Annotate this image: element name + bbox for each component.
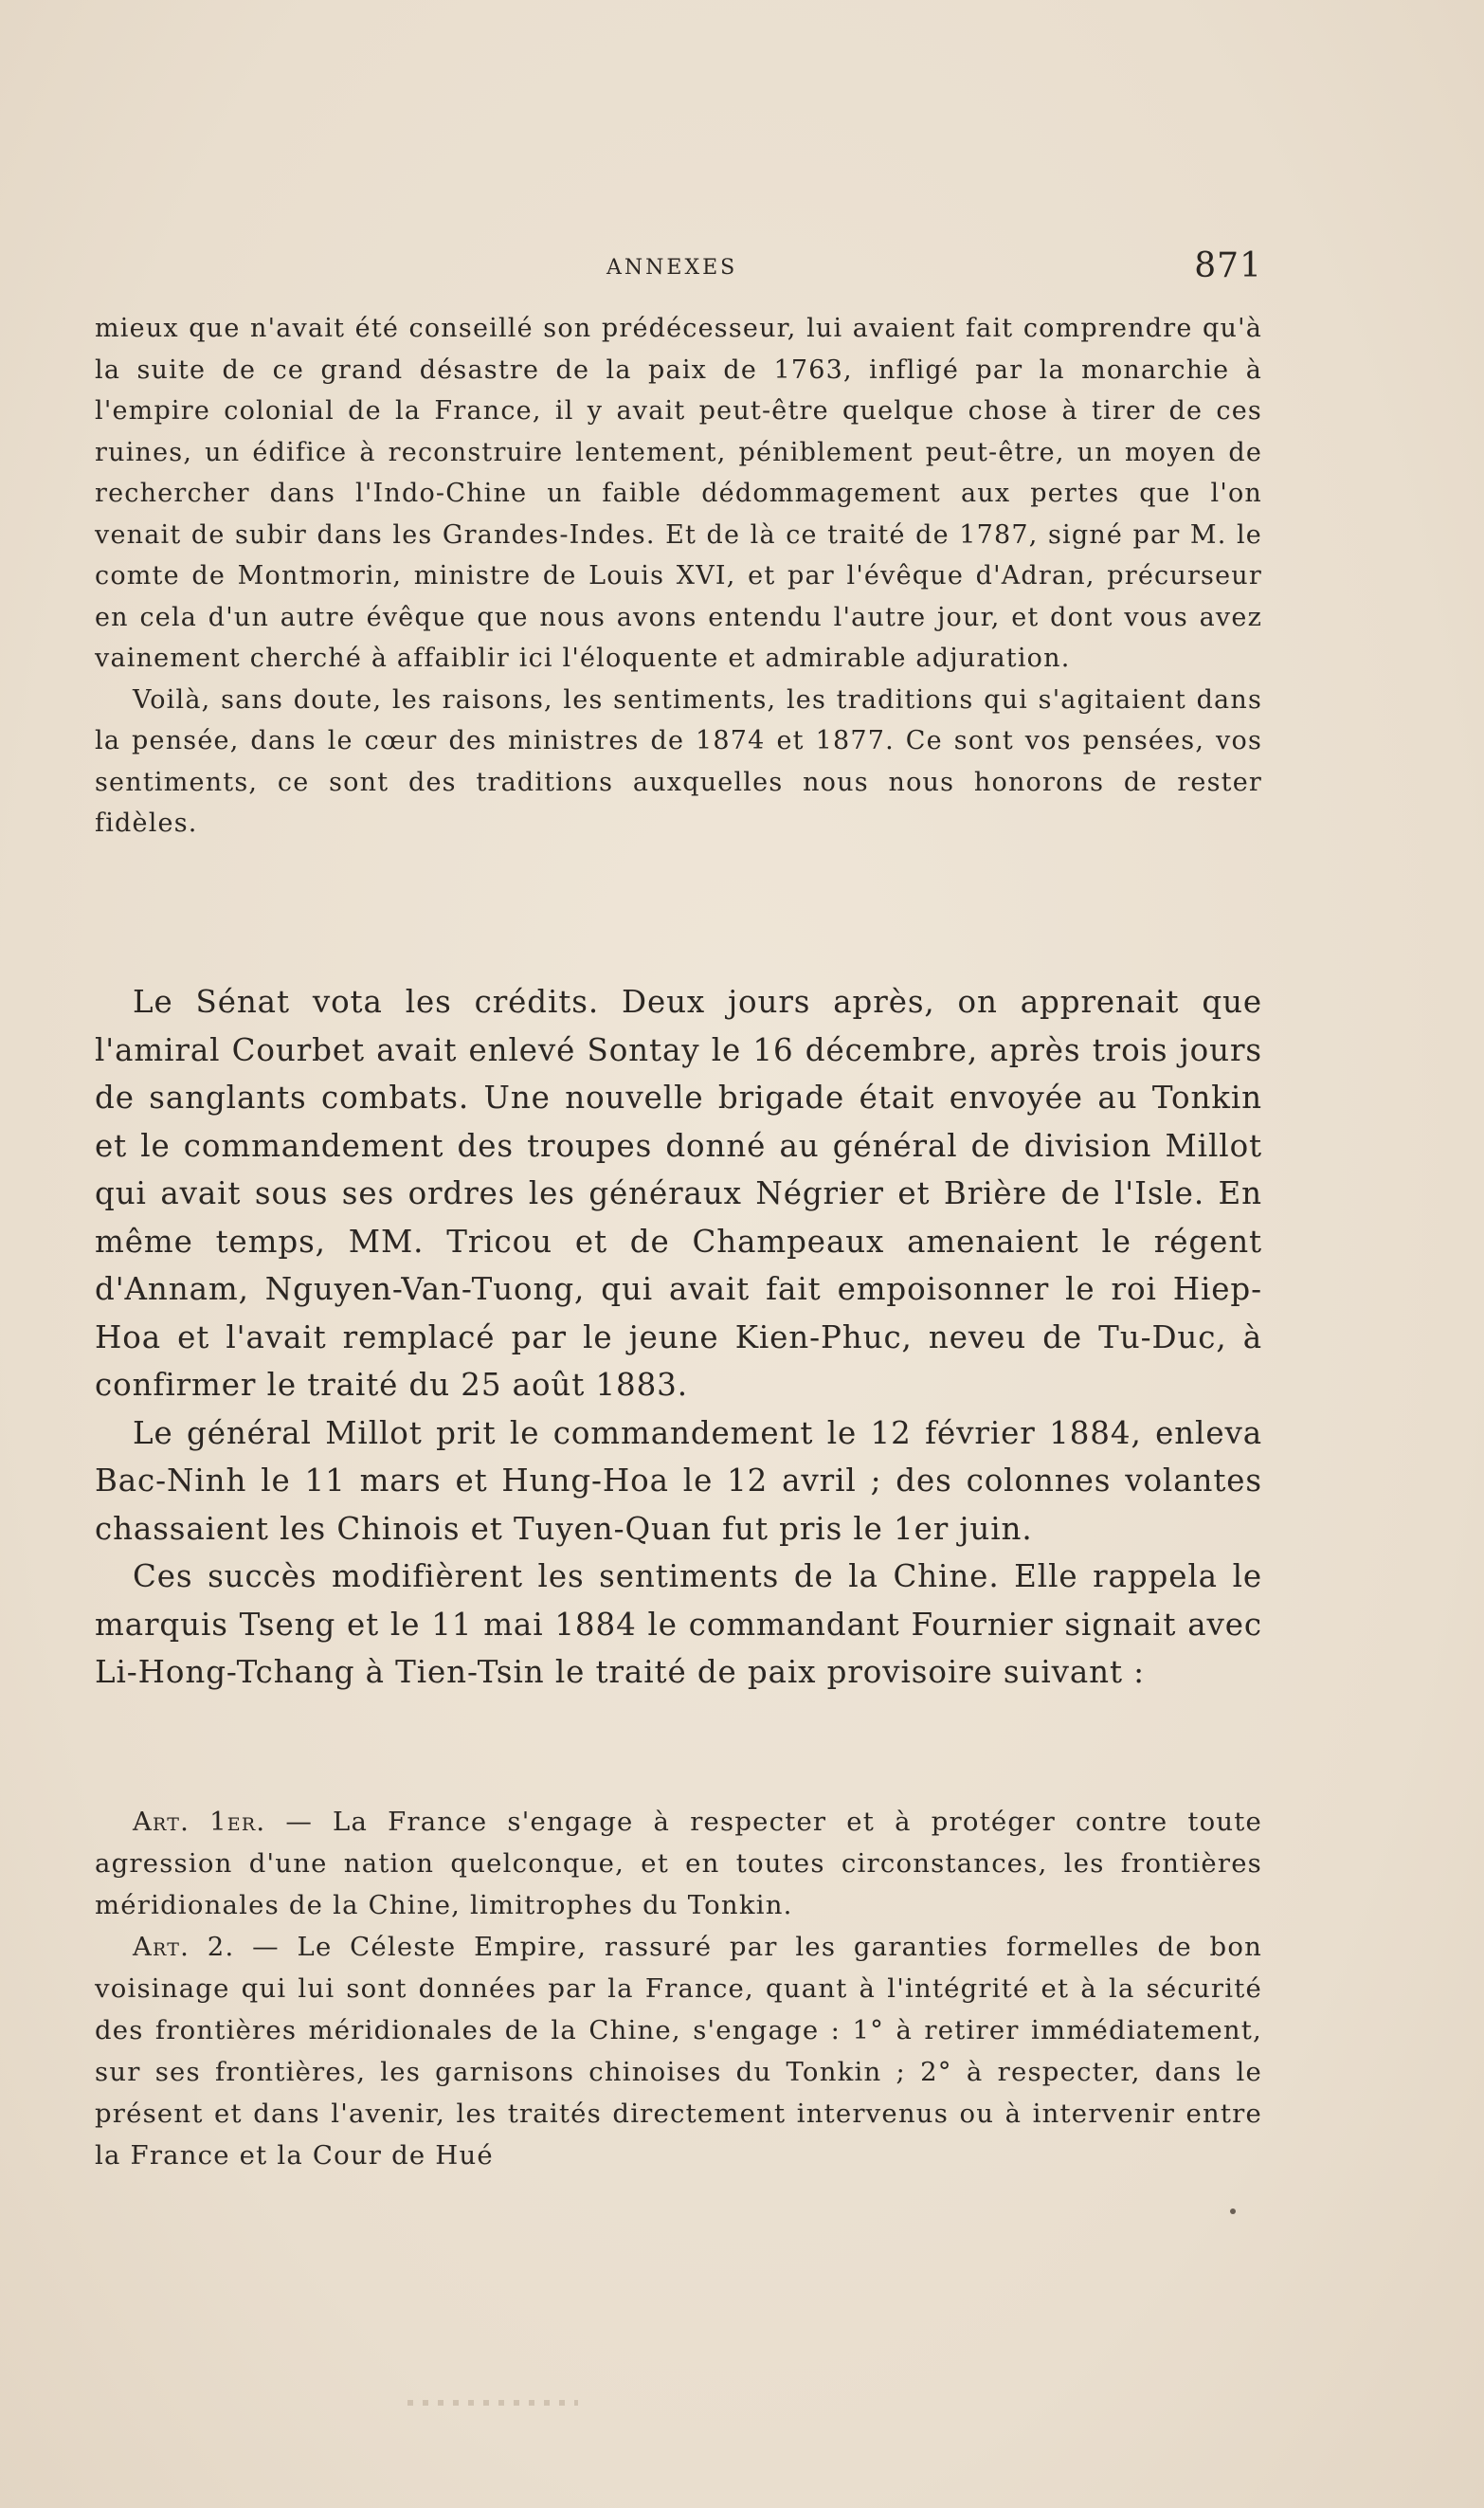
page-header [95, 246, 1262, 292]
body-paragraph: Le général Millot prit le commandement le 12 février 1884, enleva Bac-Ninh le 11 mars et Hung-Hoa le 12 avril ; des colonnes volantes chassaient les Chinois et Tuyen-Quan fut pris le 1er juin. [95, 1414, 1262, 1547]
speech-paragraph: Voilà, sans doute, les raisons, les sentiments, les traditions qui s'agitaient dans la pensée, dans le cœur des ministres de 1874 et 1877. Ce sont vos pensées, vos sentiments, ce sont des traditions auxquelles nous nous honorons de rester fidèles. [95, 684, 1262, 838]
main-text-block [95, 978, 1262, 1697]
quoted-speech-block [95, 308, 1262, 845]
treaty-articles-block [95, 1801, 1262, 2176]
speech-paragraph: mieux que n'avait été conseillé son prédécesseur, lui avaient fait comprendre qu'à la suite de ce grand désastre de la paix de 1763, infligé par la monarchie à l'empire colonial de la France, il y avait peut-être quelque chose à tirer de ces ruines, un édifice à reconstruire lentement, péniblement peut-être, un moyen de rechercher dans l'Indo-Chine un faible dédommagement aux pertes que l'on venait de subir dans les Grandes-Indes. Et de là ce traité de 1787, signé par M. le comte de Montmorin, ministre de Louis XVI, et par l'évêque d'Adran, précurseur en cela d'un autre évêque que nous avons entendu l'autre jour, et dont vous avez vainement cherché à affaiblir ici l'éloquente et admirable adjuration. [95, 314, 1262, 673]
article-text: — La France s'engage à respecter et à protéger contre toute agression d'une nation quelconque, et en toutes circonstances, les frontières méridionales de la Chine, limitrophes du Tonkin. [95, 1807, 1262, 1920]
treaty-article [95, 1926, 1262, 2176]
body-paragraph: Le Sénat vota les crédits. Deux jours après, on apprenait que l'amiral Courbet avait enlevé Sontay le 16 décembre, après trois jours de sanglants combats. Une nouvelle brigade était envoyée au Tonkin et le commandement des troupes donné au général de division Millot qui avait sous ses ordres les généraux Négrier et Brière de l'Isle. En même temps, MM. Tricou et de Champeaux amenaient le régent d'Annam, Nguyen-Van-Tuong, qui avait fait empoisonner le roi Hiep-Hoa et l'avait remplacé par le jeune Kien-Phuc, neveu de Tu-Duc, à confirmer le traité du 25 août 1883. [95, 984, 1262, 1403]
article-label: Art. 1er. [133, 1807, 266, 1837]
body-paragraph: Ces succès modifièrent les sentiments de la Chine. Elle rappela le marquis Tseng et le 11 mai 1884 le commandant Fournier signait avec Li-Hong-Tchang à Tien-Tsin le traité de paix provisoire suivant : [95, 1558, 1262, 1690]
running-head: ANNEXES [606, 256, 738, 280]
treaty-article [95, 1801, 1262, 1926]
article-label: Art. 2. [133, 1932, 235, 1962]
page-number: 871 [1194, 246, 1262, 285]
print-dot [1230, 2208, 1236, 2214]
show-through-smudge [407, 2400, 578, 2406]
article-text: — Le Céleste Empire, rassuré par les garanties formelles de bon voisinage qui lui sont données par la France, quant à l'intégrité et à la sécurité des frontières méridionales de la Chine, s'engage : 1° à retirer immédiatement, sur ses frontières, les garnisons chinoises du Tonkin ; 2° à respecter, dans le présent et dans l'avenir, les traités directement intervenus ou à intervenir entre la France et la Cour de Hué [95, 1932, 1262, 2171]
